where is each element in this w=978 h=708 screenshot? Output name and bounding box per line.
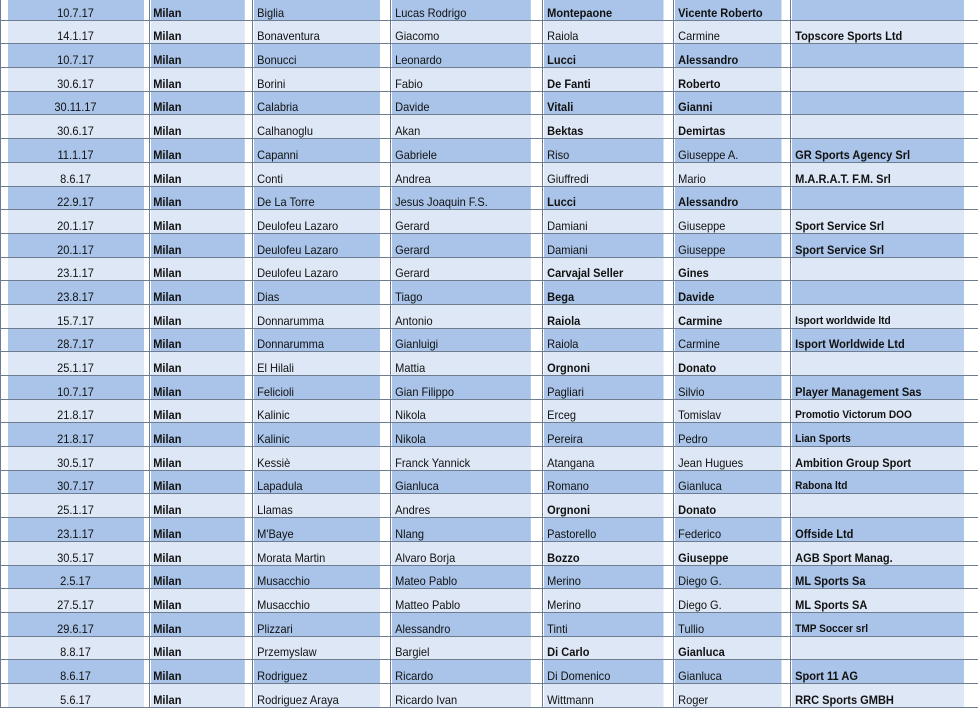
player-surname-cell: Kessiè	[253, 447, 380, 471]
player-name-cell: Ricardo Ivan	[391, 683, 531, 707]
agent-surname-cell: Bega	[543, 281, 664, 305]
agent-surname-cell: Orgnoni	[543, 352, 664, 376]
agent-surname-cell: Riso	[543, 139, 664, 163]
agent-name-cell: Carmine	[674, 328, 782, 352]
player-name-cell: Antonio	[391, 304, 531, 328]
club-cell: Milan	[150, 494, 245, 518]
table-row	[1, 399, 978, 423]
agent-surname-cell: Di Domenico	[543, 660, 664, 684]
agent-name-cell: Pedro	[674, 423, 782, 447]
agent-name-cell: Giuseppe	[674, 233, 782, 257]
agent-name-cell: Diego G.	[674, 589, 782, 613]
player-surname-cell: Calhanoglu	[253, 115, 380, 139]
agent-surname-cell: Bektas	[543, 115, 664, 139]
club-cell: Milan	[150, 162, 245, 186]
club-cell: Milan	[150, 0, 245, 20]
agency-cell: Sport 11 AG	[791, 660, 964, 684]
date-cell: 23.1.17	[6, 518, 143, 542]
player-surname-cell: M'Baye	[253, 518, 380, 542]
date-cell: 30.5.17	[6, 447, 143, 471]
table-row	[1, 660, 978, 684]
club-cell: Milan	[150, 44, 245, 68]
table-row	[1, 20, 978, 44]
date-cell: 30.5.17	[6, 541, 143, 565]
player-surname-cell: Plizzari	[253, 612, 380, 636]
agency-cell: M.A.R.A.T. F.M. Srl	[791, 162, 964, 186]
agent-name-cell: Alessandro	[674, 44, 782, 68]
player-surname-cell: Felicioli	[253, 376, 380, 400]
player-name-cell: Nikola	[391, 423, 531, 447]
player-name-cell: Gabriele	[391, 139, 531, 163]
agent-surname-cell: Merino	[543, 565, 664, 589]
agent-surname-cell: Pagliari	[543, 376, 664, 400]
agency-cell	[791, 115, 964, 139]
agency-cell: Promotio Victorum DOO	[791, 399, 964, 423]
player-surname-cell: Kalinic	[253, 399, 380, 423]
table-row	[1, 494, 978, 518]
date-cell: 28.7.17	[6, 328, 143, 352]
agency-cell	[791, 494, 964, 518]
player-surname-cell: Bonucci	[253, 44, 380, 68]
agent-surname-cell: Pereira	[543, 423, 664, 447]
table-row	[1, 518, 978, 542]
agent-surname-cell: Merino	[543, 589, 664, 613]
date-cell: 8.6.17	[6, 660, 143, 684]
date-cell: 11.1.17	[6, 139, 143, 163]
agent-surname-cell: Raiola	[543, 304, 664, 328]
player-name-cell: Bargiel	[391, 636, 531, 660]
agency-cell	[791, 636, 964, 660]
table-row	[1, 636, 978, 660]
table-body	[1, 0, 978, 707]
agent-name-cell: Donato	[674, 494, 782, 518]
player-name-cell: Matteo Pablo	[391, 589, 531, 613]
agency-cell: Player Management Sas	[791, 376, 964, 400]
agency-cell: GR Sports Agency Srl	[791, 139, 964, 163]
agency-cell: RRC Sports GMBH	[791, 683, 964, 707]
player-surname-cell: Musacchio	[253, 589, 380, 613]
club-cell: Milan	[150, 20, 245, 44]
agent-surname-cell: Vitali	[543, 91, 664, 115]
club-cell: Milan	[150, 139, 245, 163]
agency-cell	[791, 257, 964, 281]
club-cell: Milan	[150, 589, 245, 613]
date-cell: 30.6.17	[6, 115, 143, 139]
agent-surname-cell: Wittmann	[543, 683, 664, 707]
table-row	[1, 257, 978, 281]
date-cell: 25.1.17	[6, 494, 143, 518]
agency-cell: Lian Sports	[791, 423, 964, 447]
agent-name-cell: Gianluca	[674, 660, 782, 684]
date-cell: 21.8.17	[6, 399, 143, 423]
table-row	[1, 139, 978, 163]
agency-cell: ML Sports SA	[791, 589, 964, 613]
agent-surname-cell: Romano	[543, 470, 664, 494]
agent-name-cell: Gines	[674, 257, 782, 281]
club-cell: Milan	[150, 304, 245, 328]
player-surname-cell: Rodriguez	[253, 660, 380, 684]
club-cell: Milan	[150, 210, 245, 234]
player-surname-cell: Biglia	[253, 0, 380, 20]
agent-name-cell: Gianluca	[674, 470, 782, 494]
date-cell: 30.11.17	[6, 91, 143, 115]
player-surname-cell: Deulofeu Lazaro	[253, 233, 380, 257]
player-name-cell: Gianluigi	[391, 328, 531, 352]
player-name-cell: Alessandro	[391, 612, 531, 636]
club-cell: Milan	[150, 115, 245, 139]
table-row	[1, 91, 978, 115]
club-cell: Milan	[150, 186, 245, 210]
date-cell: 21.8.17	[6, 423, 143, 447]
player-surname-cell: Rodriguez Araya	[253, 683, 380, 707]
agent-name-cell: Alessandro	[674, 186, 782, 210]
agent-name-cell: Roger	[674, 683, 782, 707]
agency-cell: ML Sports Sa	[791, 565, 964, 589]
club-cell: Milan	[150, 423, 245, 447]
player-surname-cell: El Hilali	[253, 352, 380, 376]
club-cell: Milan	[150, 612, 245, 636]
player-name-cell: Gerard	[391, 210, 531, 234]
club-cell: Milan	[150, 636, 245, 660]
agent-surname-cell: Raiola	[543, 20, 664, 44]
player-surname-cell: Morata Martin	[253, 541, 380, 565]
table-row	[1, 44, 978, 68]
player-name-cell: Franck Yannick	[391, 447, 531, 471]
player-surname-cell: Musacchio	[253, 565, 380, 589]
player-name-cell: Nlang	[391, 518, 531, 542]
club-cell: Milan	[150, 233, 245, 257]
date-cell: 23.8.17	[6, 281, 143, 305]
agent-name-cell: Giuseppe	[674, 210, 782, 234]
date-cell: 10.7.17	[6, 44, 143, 68]
table-row	[1, 0, 978, 20]
agency-cell	[791, 186, 964, 210]
player-name-cell: Leonardo	[391, 44, 531, 68]
agency-cell	[791, 0, 964, 20]
agency-cell: Offside Ltd	[791, 518, 964, 542]
club-cell: Milan	[150, 683, 245, 707]
player-surname-cell: Borini	[253, 68, 380, 92]
player-surname-cell: Llamas	[253, 494, 380, 518]
date-cell: 14.1.17	[6, 20, 143, 44]
table-row	[1, 352, 978, 376]
agency-cell	[791, 352, 964, 376]
agent-name-cell: Federico	[674, 518, 782, 542]
player-name-cell: Davide	[391, 91, 531, 115]
agency-cell: Ambition Group Sport	[791, 447, 964, 471]
player-name-cell: Andres	[391, 494, 531, 518]
agent-name-cell: Silvio	[674, 376, 782, 400]
date-cell: 10.7.17	[6, 0, 143, 20]
table-row	[1, 565, 978, 589]
agent-name-cell: Davide	[674, 281, 782, 305]
table-row	[1, 423, 978, 447]
club-cell: Milan	[150, 352, 245, 376]
player-name-cell: Mattia	[391, 352, 531, 376]
club-cell: Milan	[150, 376, 245, 400]
table-row	[1, 162, 978, 186]
player-name-cell: Gerard	[391, 257, 531, 281]
agent-name-cell: Carmine	[674, 20, 782, 44]
agent-surname-cell: Tinti	[543, 612, 664, 636]
agency-cell: AGB Sport Manag.	[791, 541, 964, 565]
player-surname-cell: Donnarumma	[253, 304, 380, 328]
agent-name-cell: Tomislav	[674, 399, 782, 423]
club-cell: Milan	[150, 660, 245, 684]
player-name-cell: Alvaro Borja	[391, 541, 531, 565]
player-name-cell: Giacomo	[391, 20, 531, 44]
table-row	[1, 186, 978, 210]
table-row	[1, 68, 978, 92]
agent-name-cell: Carmine	[674, 304, 782, 328]
table-row	[1, 304, 978, 328]
club-cell: Milan	[150, 447, 245, 471]
player-surname-cell: Lapadula	[253, 470, 380, 494]
agent-surname-cell: Bozzo	[543, 541, 664, 565]
agent-name-cell: Giuseppe A.	[674, 139, 782, 163]
agent-name-cell: Giuseppe	[674, 541, 782, 565]
player-surname-cell: Deulofeu Lazaro	[253, 257, 380, 281]
player-surname-cell: Bonaventura	[253, 20, 380, 44]
agent-surname-cell: Damiani	[543, 210, 664, 234]
date-cell: 5.6.17	[6, 683, 143, 707]
player-name-cell: Nikola	[391, 399, 531, 423]
agent-name-cell: Roberto	[674, 68, 782, 92]
date-cell: 8.6.17	[6, 162, 143, 186]
agent-surname-cell: Damiani	[543, 233, 664, 257]
date-cell: 15.7.17	[6, 304, 143, 328]
player-surname-cell: De La Torre	[253, 186, 380, 210]
table-row	[1, 233, 978, 257]
agent-surname-cell: Pastorello	[543, 518, 664, 542]
agent-surname-cell: Di Carlo	[543, 636, 664, 660]
player-name-cell: Tiago	[391, 281, 531, 305]
player-name-cell: Gianluca	[391, 470, 531, 494]
player-name-cell: Mateo Pablo	[391, 565, 531, 589]
agent-surname-cell: Erceg	[543, 399, 664, 423]
club-cell: Milan	[150, 281, 245, 305]
agent-surname-cell: Giuffredi	[543, 162, 664, 186]
table-row	[1, 470, 978, 494]
club-cell: Milan	[150, 257, 245, 281]
player-surname-cell: Capanni	[253, 139, 380, 163]
agent-surname-cell: Orgnoni	[543, 494, 664, 518]
agent-surname-cell: Carvajal Seller	[543, 257, 664, 281]
agency-cell	[791, 91, 964, 115]
player-name-cell: Akan	[391, 115, 531, 139]
player-surname-cell: Conti	[253, 162, 380, 186]
agent-name-cell: Diego G.	[674, 565, 782, 589]
agent-surname-cell: Raiola	[543, 328, 664, 352]
player-name-cell: Lucas Rodrigo	[391, 0, 531, 20]
date-cell: 30.7.17	[6, 470, 143, 494]
agency-cell	[791, 44, 964, 68]
table-row	[1, 589, 978, 613]
agency-cell: Sport Service Srl	[791, 210, 964, 234]
date-cell: 27.5.17	[6, 589, 143, 613]
date-cell: 23.1.17	[6, 257, 143, 281]
table-row	[1, 115, 978, 139]
agent-surname-cell: Montepaone	[543, 0, 664, 20]
club-cell: Milan	[150, 399, 245, 423]
agent-name-cell: Vicente Roberto	[674, 0, 782, 20]
table-row	[1, 281, 978, 305]
table-row	[1, 447, 978, 471]
agency-cell: Isport worldwide ltd	[791, 304, 964, 328]
date-cell: 2.5.17	[6, 565, 143, 589]
table-row	[1, 683, 978, 707]
player-name-cell: Gian Filippo	[391, 376, 531, 400]
club-cell: Milan	[150, 470, 245, 494]
player-surname-cell: Deulofeu Lazaro	[253, 210, 380, 234]
player-surname-cell: Dias	[253, 281, 380, 305]
date-cell: 20.1.17	[6, 210, 143, 234]
table-row	[1, 541, 978, 565]
table-row	[1, 210, 978, 234]
date-cell: 25.1.17	[6, 352, 143, 376]
date-cell: 8.8.17	[6, 636, 143, 660]
date-cell: 10.7.17	[6, 376, 143, 400]
player-name-cell: Ricardo	[391, 660, 531, 684]
player-name-cell: Gerard	[391, 233, 531, 257]
club-cell: Milan	[150, 565, 245, 589]
club-cell: Milan	[150, 68, 245, 92]
agent-name-cell: Jean Hugues	[674, 447, 782, 471]
agent-name-cell: Mario	[674, 162, 782, 186]
agent-name-cell: Tullio	[674, 612, 782, 636]
player-name-cell: Jesus Joaquin F.S.	[391, 186, 531, 210]
date-cell: 22.9.17	[6, 186, 143, 210]
agency-cell: Isport Worldwide Ltd	[791, 328, 964, 352]
agent-surname-cell: De Fanti	[543, 68, 664, 92]
agent-name-cell: Gianni	[674, 91, 782, 115]
agent-name-cell: Gianluca	[674, 636, 782, 660]
player-name-cell: Fabio	[391, 68, 531, 92]
player-surname-cell: Calabria	[253, 91, 380, 115]
club-cell: Milan	[150, 91, 245, 115]
table-row	[1, 328, 978, 352]
club-cell: Milan	[150, 518, 245, 542]
club-cell: Milan	[150, 328, 245, 352]
agent-surname-cell: Atangana	[543, 447, 664, 471]
agent-name-cell: Demirtas	[674, 115, 782, 139]
agent-name-cell: Donato	[674, 352, 782, 376]
agency-cell	[791, 68, 964, 92]
agency-cell: Rabona ltd	[791, 470, 964, 494]
agency-cell: Sport Service Srl	[791, 233, 964, 257]
player-name-cell: Andrea	[391, 162, 531, 186]
agency-cell	[791, 281, 964, 305]
club-cell: Milan	[150, 541, 245, 565]
player-surname-cell: Donnarumma	[253, 328, 380, 352]
player-surname-cell: Kalinic	[253, 423, 380, 447]
date-cell: 30.6.17	[6, 68, 143, 92]
agent-surname-cell: Lucci	[543, 44, 664, 68]
date-cell: 29.6.17	[6, 612, 143, 636]
agency-cell: TMP Soccer srl	[791, 612, 964, 636]
player-surname-cell: Przemyslaw	[253, 636, 380, 660]
table-row	[1, 612, 978, 636]
table-row	[1, 376, 978, 400]
date-cell: 20.1.17	[6, 233, 143, 257]
agency-cell: Topscore Sports Ltd	[791, 20, 964, 44]
agent-surname-cell: Lucci	[543, 186, 664, 210]
